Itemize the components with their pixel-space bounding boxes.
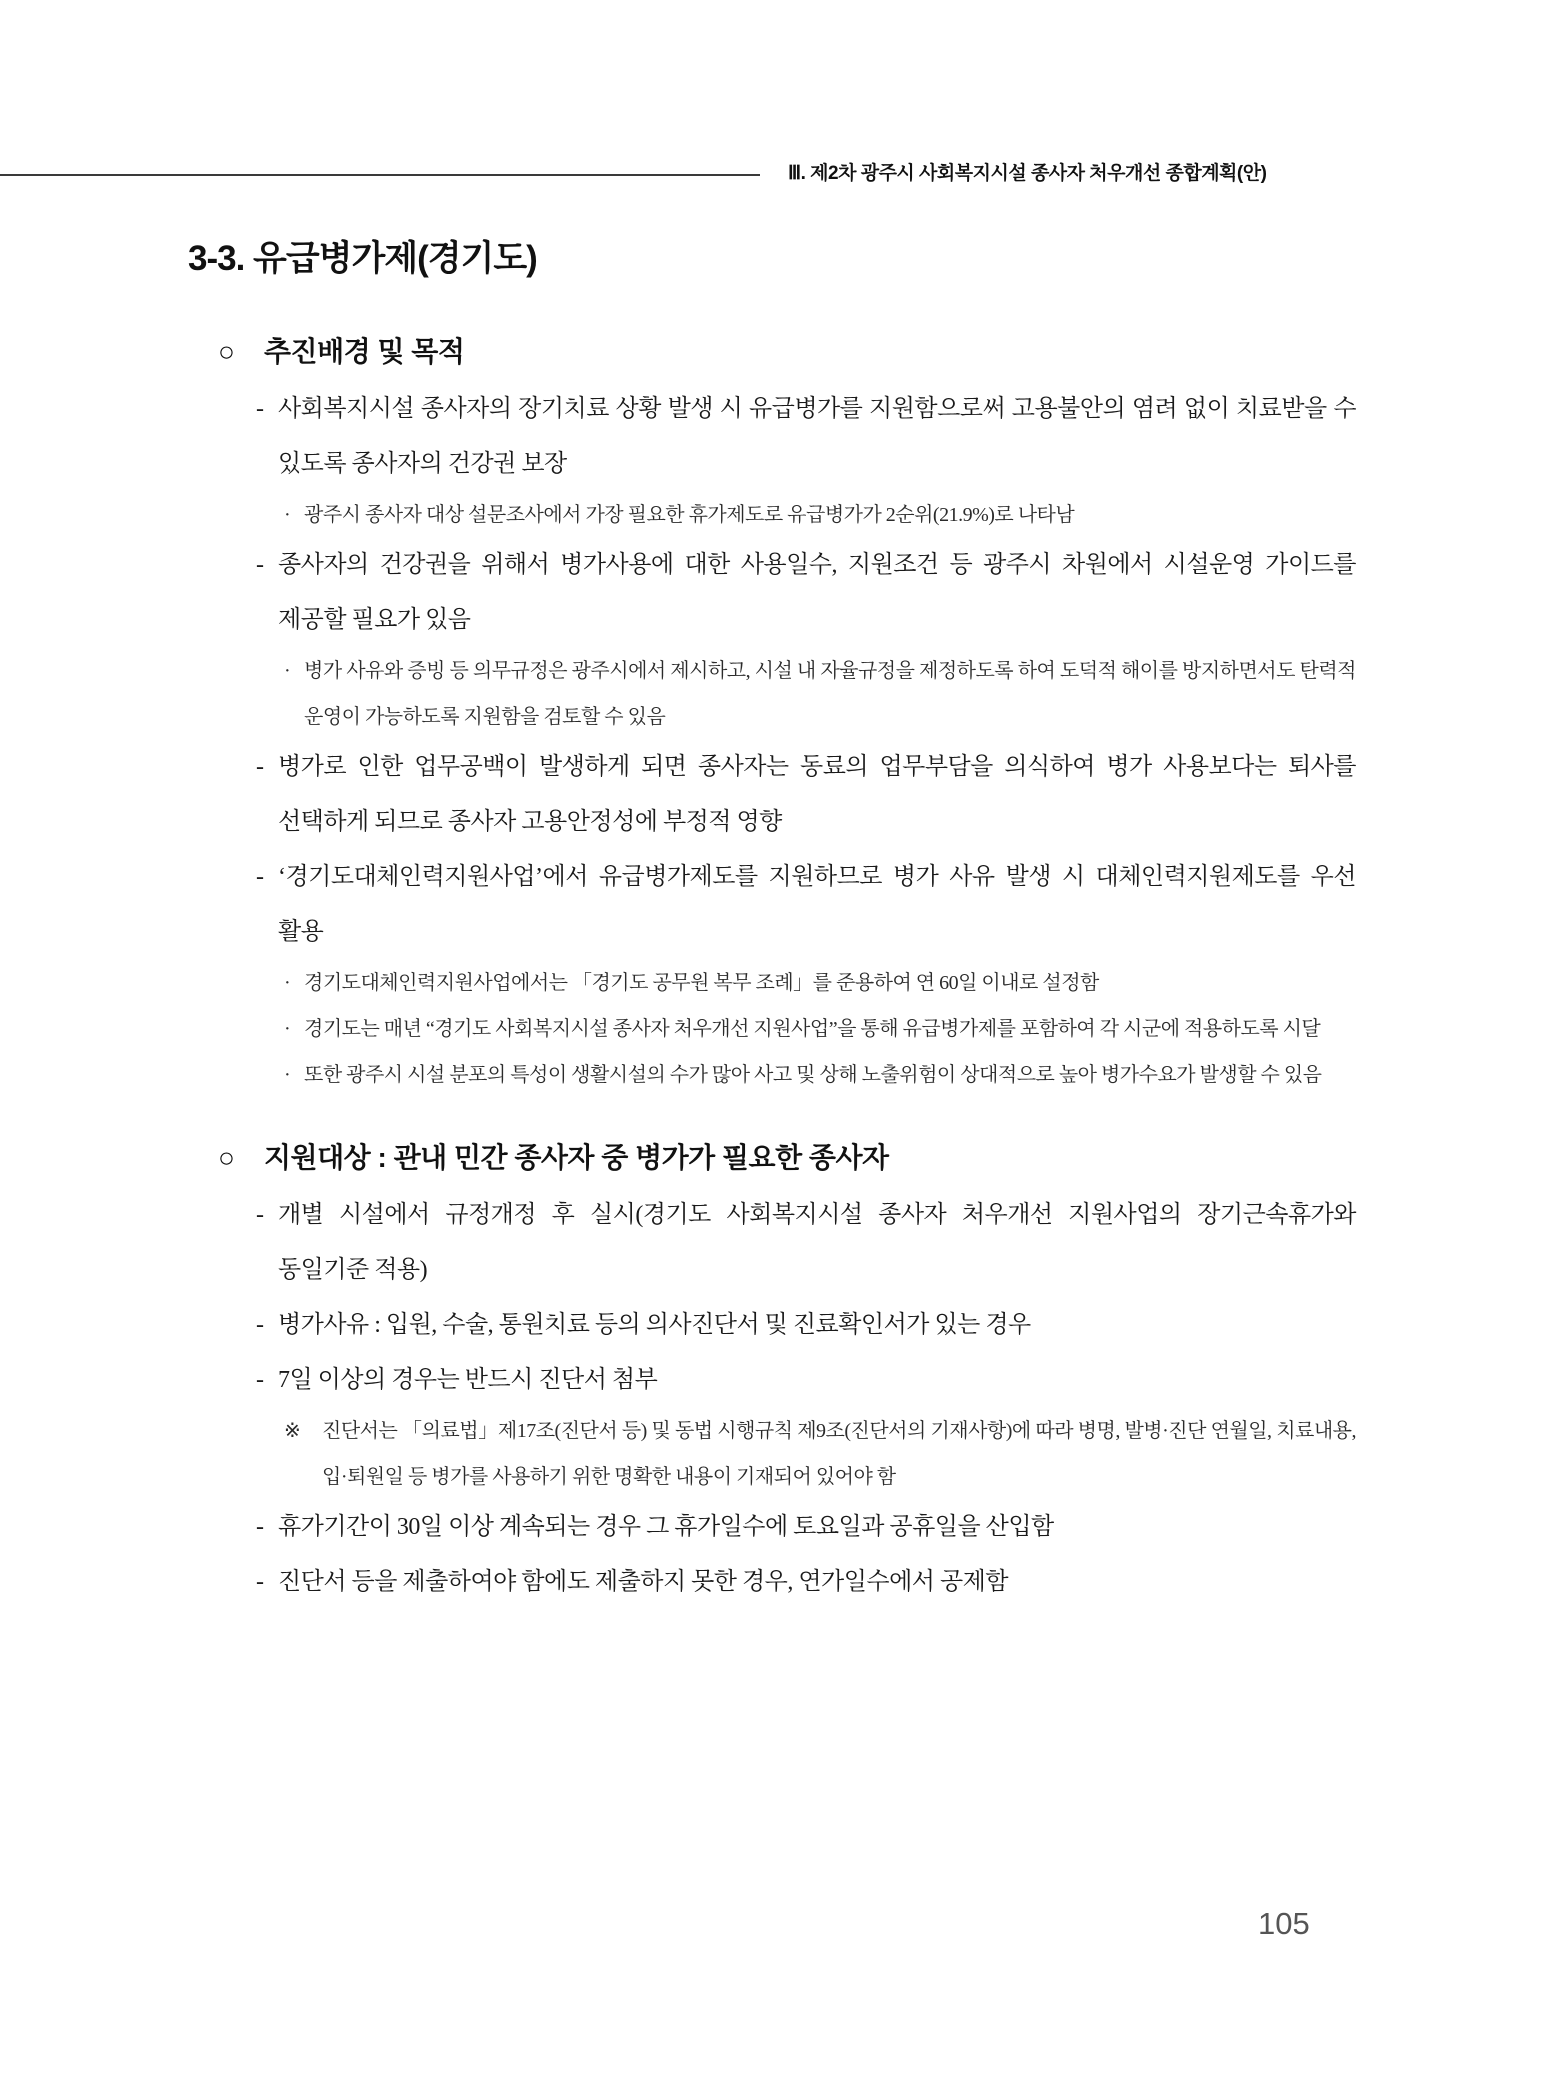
circle-bullet-icon: ○ xyxy=(218,336,235,367)
list-item-text: ‘경기도대체인력지원사업’에서 유급병가제도를 지원하므로 병가 사유 발생 시 대체인력지원제도를 우선 활용 xyxy=(278,864,1356,945)
dot-marker: · xyxy=(284,504,291,526)
dash-marker: - xyxy=(256,1514,264,1540)
list-item-text: 7일 이상의 경우는 반드시 진단서 첨부 xyxy=(278,1367,658,1393)
list-item xyxy=(256,1555,1356,1610)
section-heading-background-purpose xyxy=(218,334,1544,370)
circle-bullet-icon: ○ xyxy=(218,1142,235,1173)
list-item xyxy=(284,1006,1356,1052)
list-item xyxy=(256,382,1356,492)
dash-marker: - xyxy=(256,1202,264,1228)
dash-marker: - xyxy=(256,1367,264,1393)
list-item xyxy=(284,492,1356,538)
list-item xyxy=(256,1500,1356,1555)
dot-marker: · xyxy=(284,1064,291,1086)
list-item xyxy=(256,1298,1356,1353)
page-title: 3-3. 유급병가제(경기도) xyxy=(188,239,537,278)
list-item-text: 광주시 종사자 대상 설문조사에서 가장 필요한 휴가제도로 유급병가가 2순위(21.9%)로 나타남 xyxy=(304,504,1075,526)
section-1-items xyxy=(0,382,1544,1098)
dash-marker: - xyxy=(256,396,264,422)
list-item-text: 병가사유 : 입원, 수술, 통원치료 등의 의사진단서 및 진료확인서가 있는 경우 xyxy=(278,1312,1031,1338)
list-item-text: 경기도대체인력지원사업에서는 「경기도 공무원 복무 조례」를 준용하여 연 60일 이내로 설정함 xyxy=(304,972,1099,994)
section-heading-text: 지원대상 : 관내 민간 종사자 중 병가가 필요한 종사자 xyxy=(264,1142,889,1173)
list-item-text: 휴가기간이 30일 이상 계속되는 경우 그 휴가일수에 토요일과 공휴일을 산입함 xyxy=(278,1514,1054,1540)
running-header: Ⅲ. 제2차 광주시 사회복지시설 종사자 처우개선 종합계획(안) xyxy=(788,163,1267,184)
list-item xyxy=(284,960,1356,1006)
list-item-text: 개별 시설에서 규정개정 후 실시(경기도 사회복지시설 종사자 처우개선 지원사업의 장기근속휴가와 동일기준 적용) xyxy=(278,1202,1356,1283)
list-item-text: 진단서 등을 제출하여야 함에도 제출하지 못한 경우, 연가일수에서 공제함 xyxy=(278,1569,1009,1595)
list-item xyxy=(256,538,1356,648)
list-item xyxy=(256,1188,1356,1298)
dot-marker: · xyxy=(284,660,291,682)
list-item-text: 사회복지시설 종사자의 장기치료 상황 발생 시 유급병가를 지원함으로써 고용불안의 염려 없이 치료받을 수 있도록 종사자의 건강권 보장 xyxy=(278,396,1356,477)
section-heading-text: 추진배경 및 목적 xyxy=(264,336,465,367)
dash-marker: - xyxy=(256,552,264,578)
list-item xyxy=(284,648,1356,740)
section-2-items xyxy=(0,1188,1544,1610)
dash-marker: - xyxy=(256,754,264,780)
dash-marker: - xyxy=(256,1569,264,1595)
list-item xyxy=(284,1052,1356,1098)
list-item-text: 병가 사유와 증빙 등 의무규정은 광주시에서 제시하고, 시설 내 자율규정을 제정하도록 하여 도덕적 해이를 방지하면서도 탄력적 운영이 가능하도록 지원함을 검토할 수 있음 xyxy=(304,660,1356,728)
dash-marker: - xyxy=(256,864,264,890)
list-item-text: 경기도는 매년 “경기도 사회복지시설 종사자 처우개선 지원사업”을 통해 유급병가제를 포함하여 각 시군에 적용하도록 시달 xyxy=(304,1018,1321,1040)
dash-marker: - xyxy=(256,1312,264,1338)
section-heading-support-target xyxy=(218,1140,1544,1176)
list-item-text: 또한 광주시 시설 분포의 특성이 생활시설의 수가 많아 사고 및 상해 노출위험이 상대적으로 높아 병가수요가 발생할 수 있음 xyxy=(304,1064,1322,1086)
list-item xyxy=(256,850,1356,960)
list-item xyxy=(256,1353,1356,1408)
list-item xyxy=(256,740,1356,850)
list-item-text: 병가로 인한 업무공백이 발생하게 되면 종사자는 동료의 업무부담을 의식하여 병가 사용보다는 퇴사를 선택하게 되므로 종사자 고용안정성에 부정적 영향 xyxy=(278,754,1356,835)
dot-marker: · xyxy=(284,1018,291,1040)
reference-mark-icon: ※ xyxy=(284,1420,301,1442)
dot-marker: · xyxy=(284,972,291,994)
list-item-note xyxy=(284,1408,1356,1500)
list-item-text: 종사자의 건강권을 위해서 병가사용에 대한 사용일수, 지원조건 등 광주시 차원에서 시설운영 가이드를 제공할 필요가 있음 xyxy=(278,552,1356,633)
page-number: 105 xyxy=(1258,1906,1310,1941)
header-rule xyxy=(0,174,760,176)
list-item-text: 진단서는 「의료법」제17조(진단서 등) 및 동법 시행규칙 제9조(진단서의 기재사항)에 따라 병명, 발병·진단 연월일, 치료내용, 입·퇴원일 등 병가를 사용하기 위한 명확한 내용이 기재되어 있어야 함 xyxy=(322,1420,1356,1488)
